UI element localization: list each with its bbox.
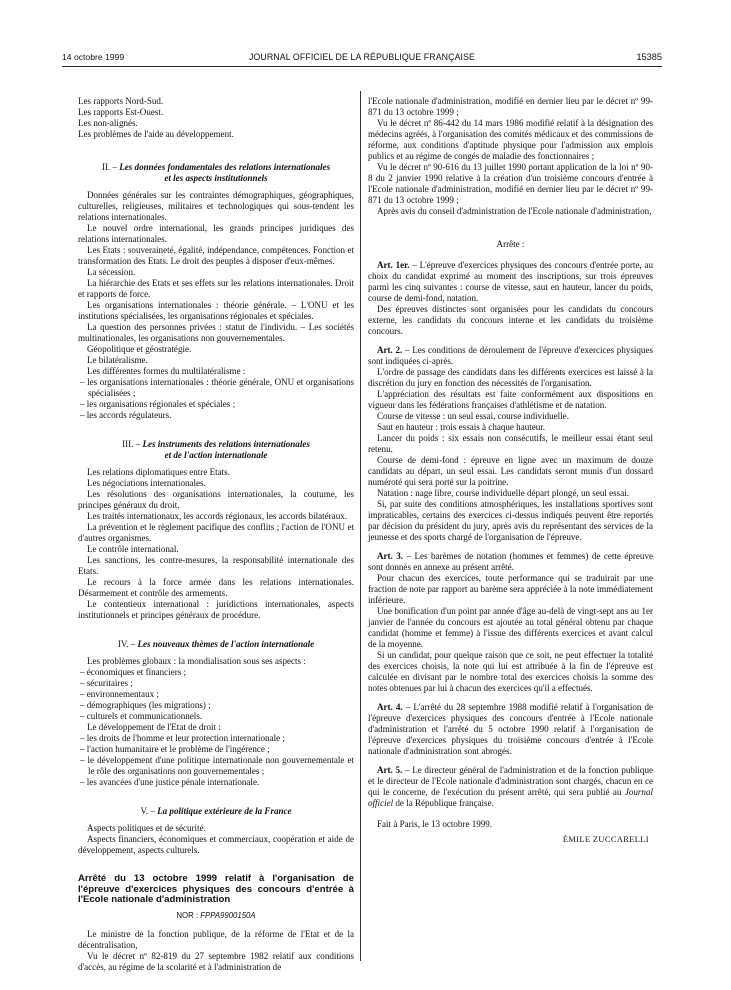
article-5: Art. 5. – Le directeur général de l'administration et de la fonction publique et le directeur de l'Ecole nationale d'administration sont chargés, chacun en ce qui le concerne, de l'exécution du présent arrêté, qui sera publié au Journal officiel de la République française. xyxy=(368,765,653,808)
section-heading-2-line2: et les aspects institutionnels xyxy=(164,173,268,183)
paragraph: Les relations diplomatiques entre Etats. xyxy=(87,467,230,477)
article-label: Art. 5. xyxy=(377,765,403,775)
paragraph: Les sanctions, les contre-mesures, la responsabilité internationale des Etats. xyxy=(78,555,354,576)
paragraph: Les problèmes globaux : la mondialisation sous ses aspects : xyxy=(87,656,306,666)
journal-title: JOURNAL OFFICIEL DE LA RÉPUBLIQUE FRANÇAISE xyxy=(248,52,476,62)
issue-date: 14 octobre 1999 xyxy=(62,52,125,62)
paragraph: L'appréciation des résultats est faite conformément aux dispositions en vigueur dans les fédérations françaises d'athlétisme et de natation. xyxy=(368,389,653,410)
page-number: 15385 xyxy=(636,52,662,62)
paragraph: La question des personnes privées : statut de l'individu. – Les sociétés multinationales, les organisations non gouvernementales. xyxy=(78,322,354,343)
paragraph: Données générales sur les contraintes démographiques, géographiques, culturelles, religieuses, militaires et technologiques qui sous-tendent les relations internationales. xyxy=(78,190,354,222)
arrete-heading: Arrête : xyxy=(496,239,525,249)
paragraph: Lancer du poids : six essais non consécutifs, le meilleur essai étant seul retenu. xyxy=(368,433,653,454)
list-item: – culturels et communicationnels. xyxy=(80,711,203,721)
paragraph: Les Etats : souveraineté, égalité, indépendance, compétences. Fonction et transformation des Etats. Le droit des peuples à disposer d'eux-mêmes. xyxy=(78,245,354,266)
article-label: Art. 2. xyxy=(377,345,403,355)
paragraph: Des épreuves distinctes sont organisées pour les candidats du concours externe, les candidats du concours interne et les candidats du troisième concours. xyxy=(368,304,653,336)
paragraph: Les rapports Est-Ouest. xyxy=(78,107,164,117)
decree-title: Arrêté du 13 octobre 1999 relatif à l'organisation de l'épreuve d'exercices physiques des concours d'entrée à l'Ecole nationale d'administration xyxy=(78,873,354,906)
column-separator xyxy=(360,91,361,961)
list-item: – l'action humanitaire et le problème de l'ingérence ; xyxy=(80,744,270,754)
paragraph: Les rapports Nord-Sud. xyxy=(78,96,164,106)
paragraph: Vu le décret nº 90-616 du 13 juillet 1990 portant application de la loi nº 90-8 du 2 janvier 1990 relative à la création d'un troisième concours d'entrée à l'Ecole nationale d'administration, modifié en dernier lieu par le décret nº 99-871 du 13 octobre 1999 ; xyxy=(368,162,653,205)
header-rule xyxy=(62,66,662,67)
paragraph: Le ministre de la fonction publique, de la réforme de l'Etat et de la décentralisation, xyxy=(78,928,354,950)
paragraph: Aspects politiques et de sécurité. xyxy=(87,823,206,833)
paragraph: Le contrôle international. xyxy=(87,544,179,554)
list-item: – environnementaux ; xyxy=(80,689,159,699)
article-label: Art. 3. xyxy=(377,551,404,561)
list-item: – les accords régulateurs. xyxy=(80,410,172,420)
paragraph: Le recours à la force armée dans les relations internationales. Désarmement et contrôle des armements. xyxy=(78,577,354,598)
list-item: – les avancées d'une justice pénale internationale. xyxy=(80,777,260,787)
list-item: – démographiques (les migrations) ; xyxy=(80,700,211,710)
list-item: – sécuritaires ; xyxy=(80,678,133,688)
paragraph: L'ordre de passage des candidats dans les différents exercices est laissé à la discrétion du jury en fonction des nécessités de l'organisation. xyxy=(368,367,653,388)
left-column xyxy=(78,96,354,973)
article-2: Art. 2. – Les conditions de déroulement de l'épreuve d'exercices physiques sont indiquées ci-après. xyxy=(368,345,653,366)
section-heading-5: V. – La politique extérieure de la France xyxy=(140,806,292,816)
section-heading-4: IV. – Les nouveaux thèmes de l'action internationale xyxy=(117,639,315,649)
paragraph: Vu le décret nº 86-442 du 14 mars 1986 modifié relatif à la désignation des médecins agréés, à l'organisation des comités médicaux et des commissions de réforme, aux conditions d'aptitude physique pour l'admission aux emplois publics et au régime de congés de maladie des fonctionnaires ; xyxy=(368,118,653,161)
paragraph: Les organisations internationales : théorie générale. – L'ONU et les institutions spécialisées, les organisations régionales et spéciales. xyxy=(78,300,354,321)
article-label: Art. 4. xyxy=(377,702,403,712)
paragraph: Les résolutions des organisations internationales, la coutume, les principes généraux du droit. xyxy=(78,489,354,510)
section-heading-3-line2: et de l'action internationale xyxy=(164,450,268,460)
paragraph: Vu le décret nº 82-819 du 27 septembre 1982 relatif aux conditions d'accès, au régime de la scolarité et à l'administration de xyxy=(78,950,354,972)
list-item: – le développement d'une politique internationale non gouvernementale et le rôle des organisations non gouvernementales ; xyxy=(80,755,354,776)
article-3: Art. 3. – Les barèmes de notation (hommes et femmes) de cette épreuve sont donnés en annexe au présent arrêté. xyxy=(368,551,653,572)
article-4: Art. 4. – L'arrêté du 28 septembre 1988 modifié relatif à l'organisation de l'épreuve d'exercices physiques des concours d'entrée à l'Ecole nationale d'administration et l'arrêté du 5 octobre 1990 relatif à l'organisation de l'épreuve d'exercices physiques du troisième concours d'entrée à l'Ecole nationale d'administration sont abrogés. xyxy=(368,702,653,756)
journal-name: Journal officiel xyxy=(368,787,653,808)
article-label: Art. 1er. xyxy=(377,260,410,270)
paragraph: Pour chacun des exercices, toute performance qui se traduirait par une fraction de note par rapport au barème sera appréciée à la note immédiatement inférieure. xyxy=(368,573,653,605)
paragraph: Une bonification d'un point par année d'âge au-delà de vingt-sept ans au 1er janvier de l'année du concours est ajoutée au total général obtenu par chaque candidat (homme et femme) à l'issue des différents exercices et avant calcul de la moyenne. xyxy=(368,606,653,649)
paragraph: La prévention et le règlement pacifique des conflits ; l'action de l'ONU et d'autres organismes. xyxy=(78,522,354,543)
paragraph: Géopolitique et géostratégie. xyxy=(87,344,192,354)
paragraph: Les différentes formes du multilatéralisme : xyxy=(87,366,246,376)
paragraph: l'Ecole nationale d'administration, modifié en dernier lieu par le décret nº 99-871 du 13 octobre 1999 ; xyxy=(368,96,653,117)
paragraph: Les problèmes de l'aide au développement. xyxy=(78,129,234,139)
list-item: – les organisations internationales : théorie générale, ONU et organisations spécialisées ; xyxy=(80,377,354,398)
nor-code: FPPA9900150A xyxy=(200,910,256,920)
paragraph: Saut en hauteur : trois essais à chaque hauteur. xyxy=(377,422,546,432)
section-heading-2: II. – Les données fondamentales des relations internationales xyxy=(101,162,331,172)
paragraph: Les non-alignés. xyxy=(78,118,138,128)
paragraph: Le développement de l'Etat de droit : xyxy=(87,722,221,732)
paragraph: Aspects financiers, économiques et commerciaux, coopération et aide de développement, aspects culturels. xyxy=(78,834,354,855)
paragraph: Le bilatéralisme. xyxy=(87,355,148,365)
done-at: Fait à Paris, le 13 octobre 1999. xyxy=(377,819,493,829)
paragraph: Si un candidat, pour quelque raison que ce soit, ne peut effectuer la totalité des exercices choisis, la note qui lui est attribuée à la fin de l'épreuve est calculée en divisant par le nombre total des exercices choisis la somme des notes obtenues par lui à chacun des exercices qu'il a effectués. xyxy=(368,650,653,693)
paragraph: Course de demi-fond : épreuve en ligne avec un maximum de douze candidats au départ, un seul essai. Les candidats seront munis d'un dossard numéroté qui sera porté sur la poitrine. xyxy=(368,455,653,487)
signature: ÉMILE ZUCCARELLI xyxy=(562,835,649,844)
paragraph: Les négociations internationales. xyxy=(87,478,206,488)
paragraph: La sécession. xyxy=(87,267,136,277)
paragraph: Le contentieux international : juridictions internationales, aspects institutionnels et principes généraux de procédure. xyxy=(78,599,354,620)
article-1: Art. 1er. – L'épreuve d'exercices physiques des concours d'entrée porte, au choix du candidat exprimé au moment des inscriptions, sur trois épreuves parmi les cinq suivantes : course de vitesse, saut en hauteur, lancer du poids, course de demi-fond, natation. xyxy=(368,260,653,303)
section-heading-3: III. – Les instruments des relations internationales xyxy=(122,439,310,449)
right-column xyxy=(368,96,653,845)
paragraph: Après avis du conseil d'administration de l'Ecole nationale d'administration, xyxy=(377,206,652,216)
paragraph: Les traités internationaux, les accords régionaux, les accords bilatéraux. xyxy=(87,511,347,521)
paragraph: La hiérarchie des Etats et ses effets sur les relations internationales. Droit et rapports de force. xyxy=(78,278,354,299)
paragraph: Le nouvel ordre international, les grands principes juridiques des relations internationales. xyxy=(78,223,354,244)
nor-reference: NOR : FPPA9900150A xyxy=(176,910,256,920)
paragraph: Course de vitesse : un seul essai, course individuelle. xyxy=(377,411,569,421)
list-item: – les organisations régionales et spéciales ; xyxy=(80,399,236,409)
list-item: – les droits de l'homme et leur protection internationale ; xyxy=(80,733,285,743)
list-item: – économiques et financiers ; xyxy=(80,667,187,677)
paragraph: Natation : nage libre, course individuelle départ plongé, un seul essai. xyxy=(377,488,629,498)
paragraph: Si, par suite des conditions atmosphériques, les installations sportives sont impraticables, certains des exercices ci-dessus indiqués peuvent être reportés par décision du président du jury, après avis du représentant des services de la jeunesse et des sports chargé de l'organisation de l'épreuve. xyxy=(368,499,653,542)
